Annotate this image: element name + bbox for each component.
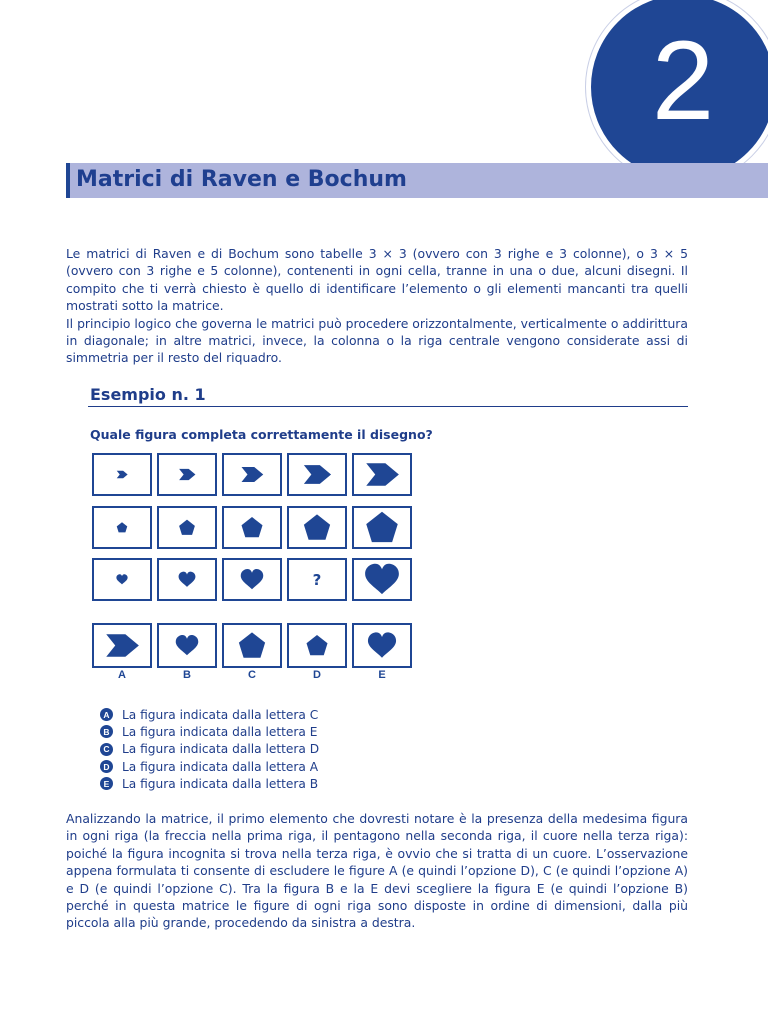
example-question: Quale figura completa correttamente il disegno? <box>90 427 433 442</box>
answer-option-c[interactable] <box>100 741 319 758</box>
pentagon-icon <box>289 626 345 665</box>
pentagon-icon <box>159 508 215 547</box>
chapter-number: 2 <box>651 18 715 143</box>
matrix-cell <box>157 453 217 496</box>
answer-option-b[interactable] <box>100 723 319 740</box>
matrix-cell <box>157 506 217 549</box>
answer-text: La figura indicata dalla lettera B <box>122 776 319 791</box>
arrow-icon <box>94 626 150 665</box>
section-title: Matrici di Raven e Bochum <box>76 167 407 192</box>
option-letter: D <box>313 669 321 681</box>
matrix-cell <box>287 453 347 496</box>
answer-badge: C <box>100 743 113 756</box>
intro-text <box>66 245 688 367</box>
heart-icon <box>159 560 215 599</box>
example-divider <box>88 406 688 407</box>
answer-text: La figura indicata dalla lettera E <box>122 724 318 739</box>
explanation-text: Analizzando la matrice, il primo elemento che dovresti notare è la presenza della medesima figura in ogni riga (la freccia nella prima riga, il pentagono nella seconda riga, il cuore nella terza riga): poiché la figura incognita si trova nella terza riga, è ovvio che si tratta di un cuore. L’osservazione appena formulata ti consente di escludere le figure A (e quindi l’opzione D), C (e quindi l’opzione A) e D (e quindi l’opzione C). Tra la figura B e la E devi scegliere la figura E (e quindi l’opzione B) perché in questa matrice le figure di ogni riga sono disposte in ordine di dimensioni, dalla più piccola alla più grande, procedendo da sinistra a destra. <box>66 811 688 931</box>
pentagon-icon <box>354 508 410 547</box>
matrix-cell <box>222 558 282 601</box>
pentagon-icon <box>94 508 150 547</box>
answer-text: La figura indicata dalla lettera C <box>122 707 319 722</box>
option-figure-d[interactable] <box>287 623 347 668</box>
heart-icon <box>354 560 410 599</box>
arrow-icon <box>159 455 215 494</box>
answer-list <box>100 706 319 792</box>
option-figure-e[interactable] <box>352 623 412 668</box>
intro-paragraph-2: Il principio logico che governa le matrici può procedere orizzontalmente, verticalmente o addirittura in diagonale; in altre matrici, invece, la colonna o la riga centrale vengono considerate assi di simmetria per il resto del riquadro. <box>66 315 688 366</box>
option-letter: A <box>118 669 126 681</box>
option-figure-c[interactable] <box>222 623 282 668</box>
chapter-number-badge <box>586 0 768 184</box>
matrix-cell <box>287 558 347 601</box>
intro-paragraph-1: Le matrici di Raven e di Bochum sono tabelle 3 × 3 (ovvero con 3 righe e 3 colonne), o 3 × 5 (ovvero con 3 righe e 5 colonne), contenenti in ogni cella, tranne in una o due, alcuni disegni. Il compito che ti verrà chiesto è quello di identificare l’elemento o gli elementi mancanti tra quelli mostrati sotto la matrice. <box>66 246 688 314</box>
heart-icon <box>354 626 410 665</box>
pentagon-icon <box>224 508 280 547</box>
title-accent-bar <box>66 163 70 198</box>
option-letter: B <box>183 669 191 681</box>
answer-badge: D <box>100 760 113 773</box>
answer-badge: E <box>100 777 113 790</box>
example-heading: Esempio n. 1 <box>90 385 206 404</box>
arrow-icon <box>354 455 410 494</box>
arrow-icon <box>94 455 150 494</box>
heart-icon <box>94 560 150 599</box>
answer-text: La figura indicata dalla lettera A <box>122 759 319 774</box>
matrix-cell <box>222 506 282 549</box>
answer-option-e[interactable] <box>100 775 319 792</box>
matrix-cell <box>352 453 412 496</box>
matrix-cell <box>352 506 412 549</box>
answer-badge: B <box>100 725 113 738</box>
answer-text: La figura indicata dalla lettera D <box>122 742 320 757</box>
matrix-cell <box>157 558 217 601</box>
matrix-cell <box>92 453 152 496</box>
option-figure-a[interactable] <box>92 623 152 668</box>
option-figure-b[interactable] <box>157 623 217 668</box>
heart-icon <box>224 560 280 599</box>
matrix-cell <box>352 558 412 601</box>
matrix-cell <box>92 506 152 549</box>
matrix-cell <box>287 506 347 549</box>
section-title-band <box>66 163 768 198</box>
matrix-cell <box>222 453 282 496</box>
missing-figure-mark: ? <box>312 570 322 589</box>
answer-badge: A <box>100 708 113 721</box>
pentagon-icon <box>289 508 345 547</box>
option-letter: E <box>378 669 386 681</box>
answer-option-a[interactable] <box>100 706 319 723</box>
option-letter: C <box>248 669 256 681</box>
heart-icon <box>159 626 215 665</box>
pentagon-icon <box>224 626 280 665</box>
matrix-cell <box>92 558 152 601</box>
answer-option-d[interactable] <box>100 758 319 775</box>
arrow-icon <box>224 455 280 494</box>
arrow-icon <box>289 455 345 494</box>
